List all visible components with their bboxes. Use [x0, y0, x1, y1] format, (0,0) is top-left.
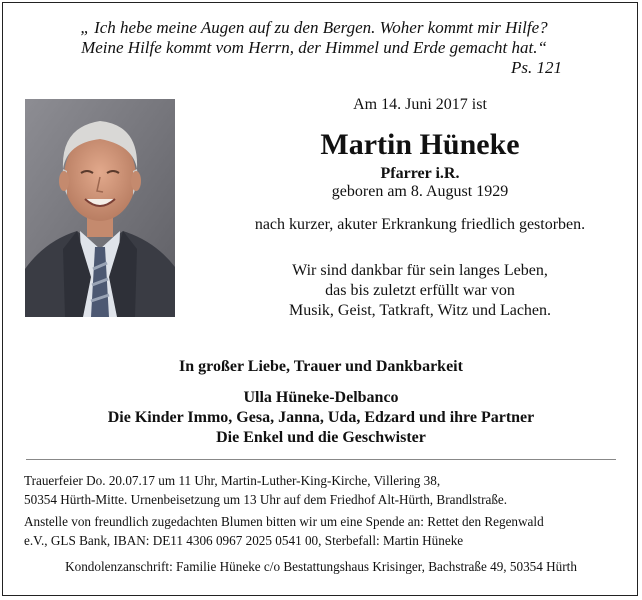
gratitude-line-1: Wir sind dankbar für sein langes Leben,	[292, 262, 548, 279]
death-circumstance: nach kurzer, akuter Erkrankung friedlich gestorben.	[254, 216, 586, 233]
donation-info-line-1: Anstelle von freundlich zugedachten Blumen bitten wir um eine Spende an: Rettet den Regenwald	[24, 514, 544, 529]
mourner-spouse: Ulla Hüneke-Delbanco	[243, 389, 399, 406]
deceased-title: Pfarrer i.R.	[380, 165, 460, 182]
death-date-line: Am 14. Juni 2017 ist	[353, 96, 487, 113]
psalm-quote	[66, 18, 562, 78]
mourners-intro: In großer Liebe, Trauer und Dankbarkeit	[179, 358, 463, 375]
donation-info-line-2: e.V., GLS Bank, IBAN: DE11 4306 0967 2025 0541 00, Sterbefall: Martin Hüneke	[24, 533, 464, 548]
mourner-children: Die Kinder Immo, Gesa, Janna, Uda, Edzard und ihre Partner	[107, 409, 535, 426]
divider	[26, 459, 616, 460]
gratitude-line-2: das bis zuletzt erfüllt war von	[325, 282, 515, 299]
condolence-address: Kondolenzanschrift: Familie Hüneke c/o Bestattungshaus Krisinger, Bachstraße 49, 50354 Hürth	[65, 559, 577, 574]
psalm-line-1: „ Ich hebe meine Augen auf zu den Bergen. Woher kommt mir Hilfe?	[80, 18, 548, 37]
deceased-name: Martin Hüneke	[320, 128, 520, 161]
birth-line: geboren am 8. August 1929	[331, 183, 509, 200]
psalm-line-2: Meine Hilfe kommt vom Herrn, der Himmel und Erde gemacht hat.“	[81, 38, 547, 57]
portrait-photo	[25, 99, 175, 317]
gratitude-line-3: Musik, Geist, Tatkraft, Witz und Lachen.	[288, 302, 552, 319]
service-info-line-1: Trauerfeier Do. 20.07.17 um 11 Uhr, Martin-Luther-King-Kirche, Villering 38,	[24, 473, 441, 488]
service-info-line-2: 50354 Hürth-Mitte. Urnenbeisetzung um 13 Uhr auf dem Friedhof Alt-Hürth, Brandlstraße.	[24, 492, 508, 507]
mourner-grandchildren: Die Enkel und die Geschwister	[216, 429, 426, 446]
psalm-reference: Ps. 121	[511, 58, 562, 77]
